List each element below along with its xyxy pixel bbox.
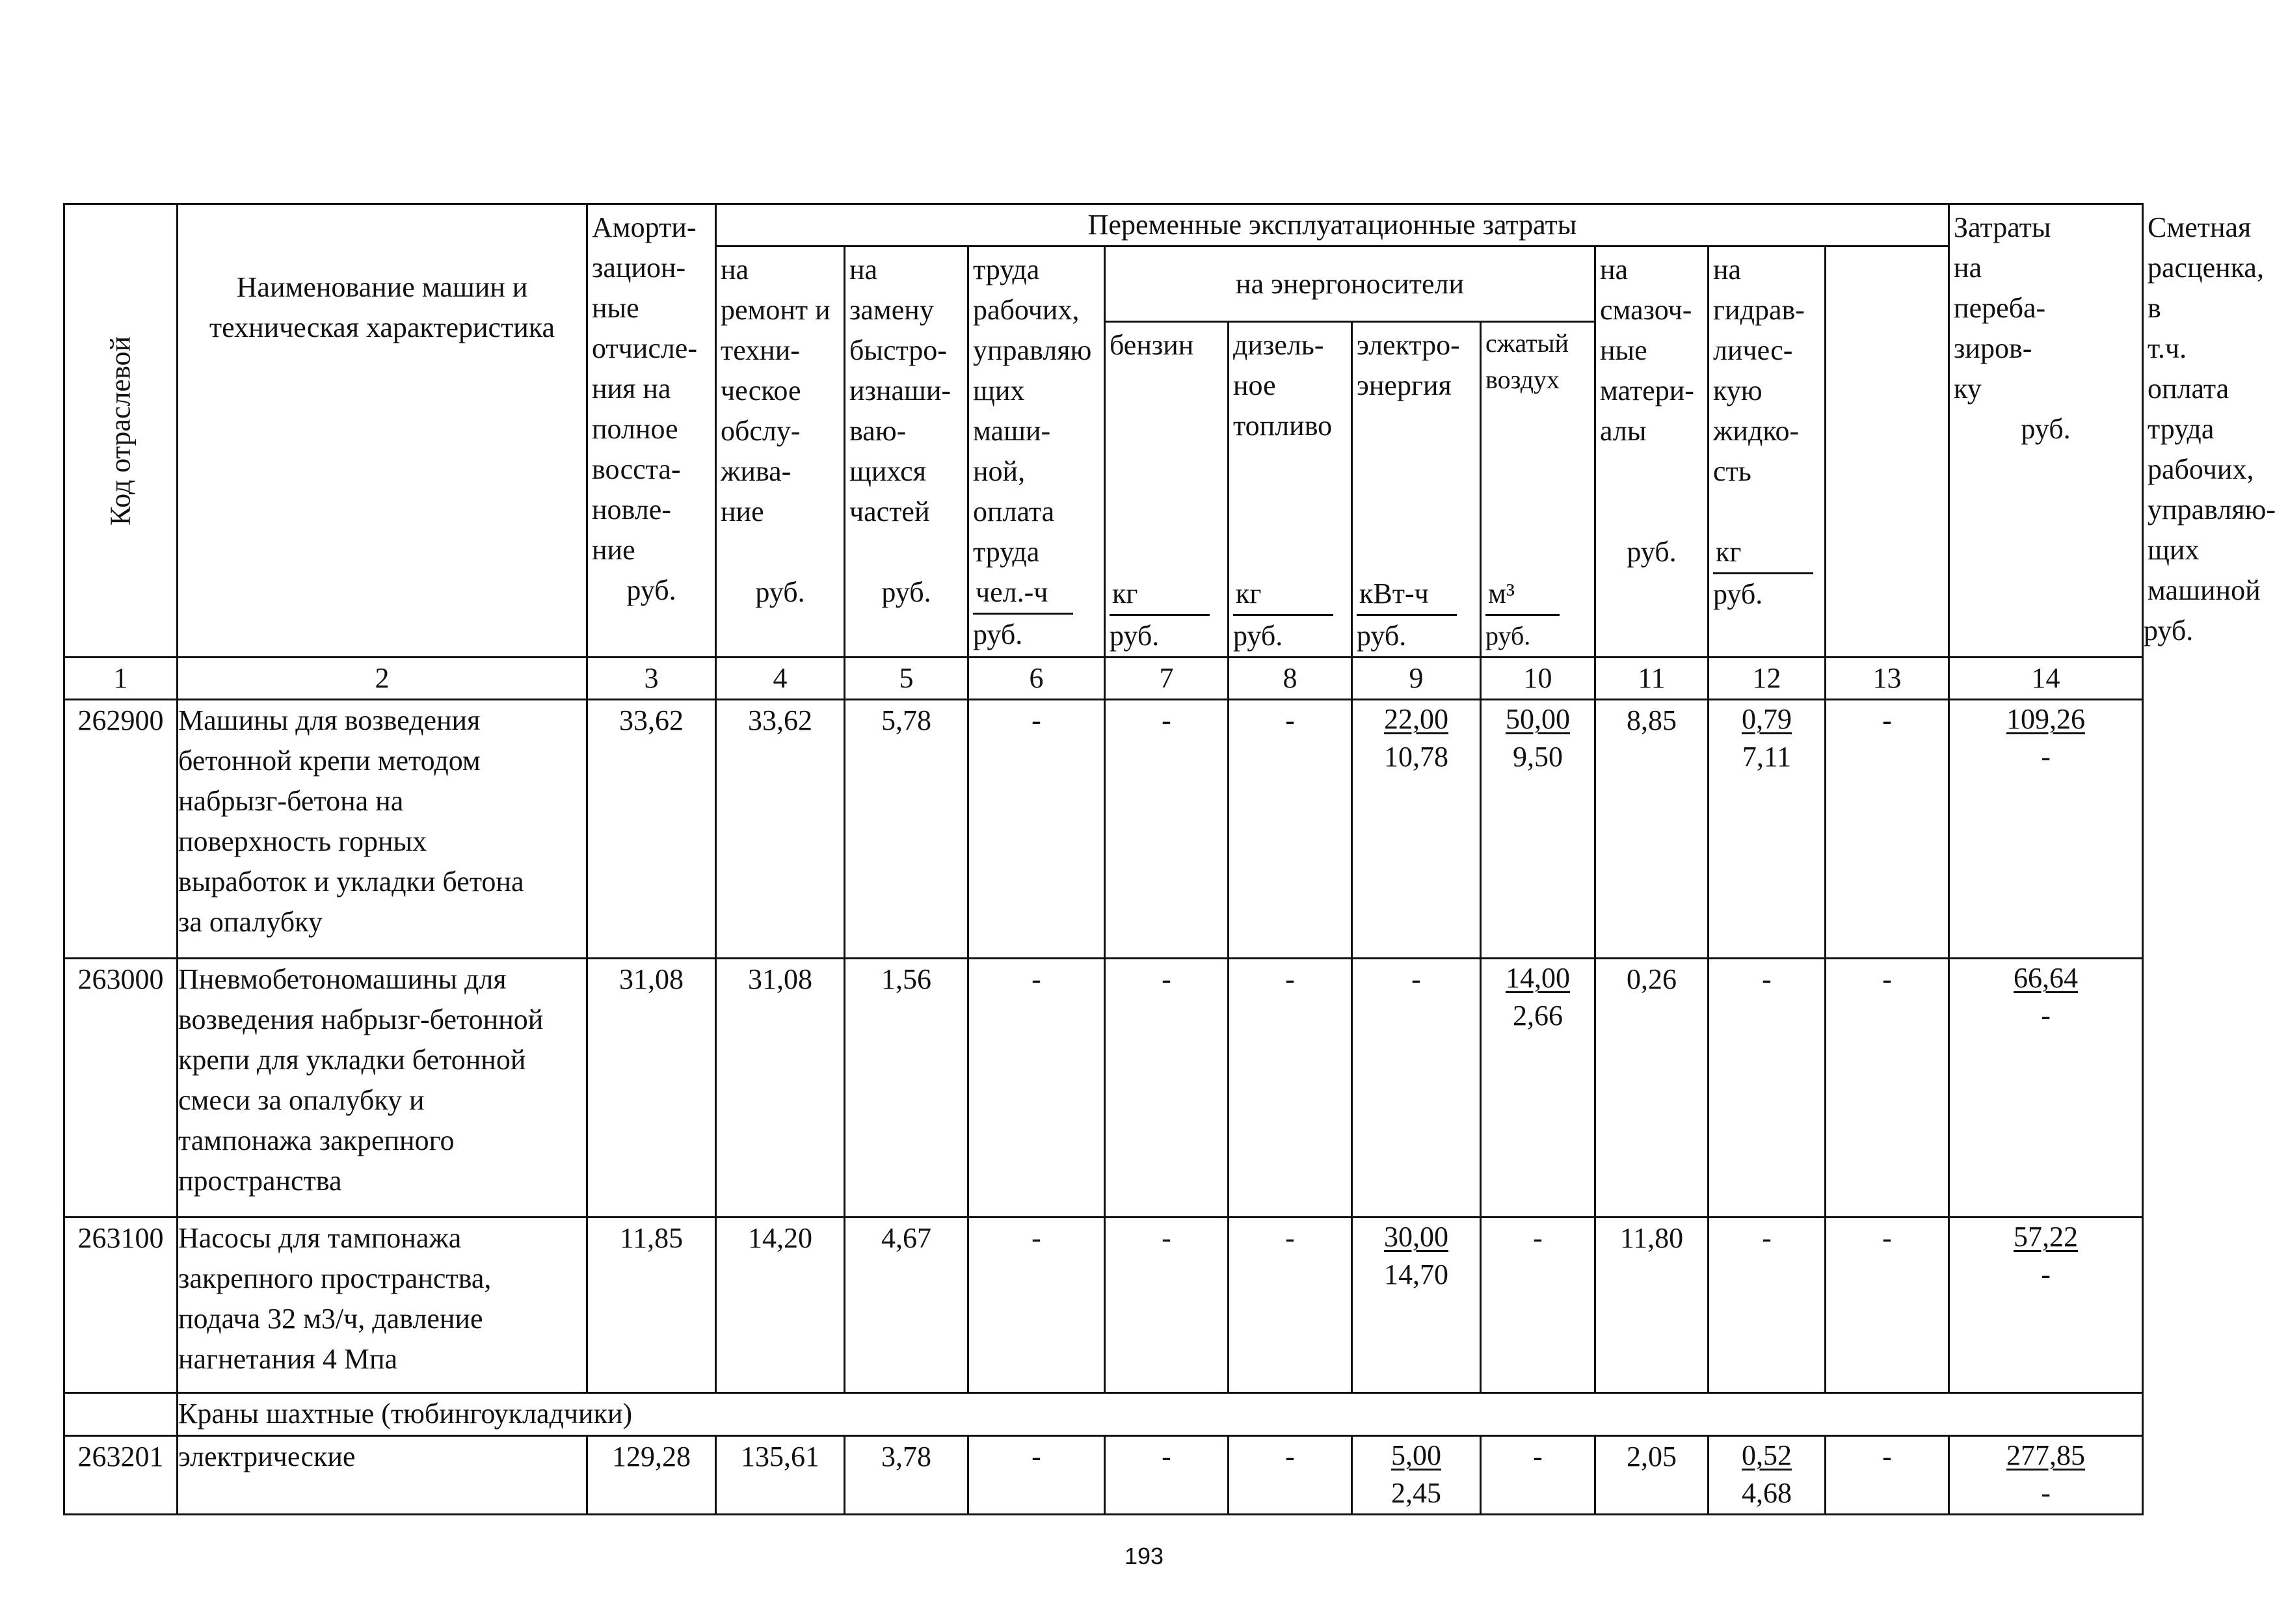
column-number: 8 bbox=[1229, 658, 1352, 700]
column-number: 7 bbox=[1105, 658, 1229, 700]
header-hydro-label: на гидрав- личес- кую жидко- сть bbox=[1713, 254, 1805, 487]
machine-name: Насосы для тампонажа закрепного пространства, подача 32 м3/ч, давление нагнетания 4 Мпа bbox=[178, 1218, 587, 1393]
parts-value: 4,67 bbox=[845, 1218, 968, 1393]
machine-name: Машины для возведения бетонной крепи методом набрызг-бетона на поверхность горных выработок и укладки бетона за опалубку bbox=[178, 700, 587, 959]
repair-value: 31,08 bbox=[716, 959, 845, 1218]
lube-value: 0,26 bbox=[1595, 959, 1709, 1218]
column-number: 10 bbox=[1481, 658, 1595, 700]
hydro-qty: 0,52 bbox=[1742, 1439, 1792, 1471]
header-electric-label: электро- энергия bbox=[1357, 329, 1460, 401]
estimate-value bbox=[1949, 1436, 2143, 1515]
header-hydro-unit-bot: руб. bbox=[1713, 578, 1763, 610]
electric-value: - bbox=[1352, 959, 1481, 1218]
header-parts bbox=[845, 246, 968, 658]
group-title: Краны шахтные (тюбингоукладчики) bbox=[178, 1393, 2143, 1436]
header-petrol bbox=[1105, 322, 1229, 658]
estimate-total: 66,64 bbox=[2014, 962, 2079, 994]
column-number: 13 bbox=[1826, 658, 1949, 700]
estimate-labor: - bbox=[2041, 1477, 2051, 1509]
labor-value: - bbox=[968, 1218, 1105, 1393]
estimate-total: 57,22 bbox=[2014, 1221, 2079, 1253]
header-diesel-label: дизель- ное топливо bbox=[1233, 329, 1333, 442]
column-number: 3 bbox=[587, 658, 716, 700]
hydro-qty: 0,79 bbox=[1742, 703, 1792, 735]
header-repair bbox=[716, 246, 845, 658]
header-diesel-unit-bot: руб. bbox=[1233, 620, 1283, 652]
header-transport bbox=[1949, 204, 2143, 658]
amort-value: 31,08 bbox=[587, 959, 716, 1218]
electric-qty: 30,00 bbox=[1384, 1221, 1448, 1253]
column-number: 9 bbox=[1352, 658, 1481, 700]
petrol-value: - bbox=[1105, 1436, 1229, 1515]
machine-code: 263100 bbox=[64, 1218, 178, 1393]
diesel-value: - bbox=[1229, 700, 1352, 959]
air-value bbox=[1481, 700, 1595, 959]
diesel-value: - bbox=[1229, 959, 1352, 1218]
parts-value: 1,56 bbox=[845, 959, 968, 1218]
header-petrol-unit-top: кг bbox=[1110, 574, 1210, 616]
air-value: - bbox=[1481, 1436, 1595, 1515]
column-number: 5 bbox=[845, 658, 968, 700]
machine-name: Пневмобетономашины для возведения набрызг-бетонной крепи для укладки бетонной смеси за опалубку и тампонажа закрепного пространства bbox=[178, 959, 587, 1218]
air-value bbox=[1481, 959, 1595, 1218]
header-diesel-unit-top: кг bbox=[1233, 574, 1333, 616]
estimate-labor: - bbox=[2041, 741, 2051, 773]
transport-value: - bbox=[1826, 959, 1949, 1218]
group-code-empty bbox=[64, 1393, 178, 1436]
hydro-value bbox=[1709, 1436, 1826, 1515]
electric-cost: 10,78 bbox=[1384, 741, 1448, 773]
header-repair-unit: руб. bbox=[755, 576, 805, 608]
air-cost: 2,66 bbox=[1513, 1000, 1563, 1032]
lube-value: 8,85 bbox=[1595, 700, 1709, 959]
repair-value: 135,61 bbox=[716, 1436, 845, 1515]
column-number: 11 bbox=[1595, 658, 1709, 700]
header-transport-unit: руб. bbox=[2021, 413, 2071, 445]
header-lube-label: на смазоч- ные матери- алы bbox=[1600, 254, 1694, 447]
hydro-cost: 4,68 bbox=[1742, 1477, 1792, 1509]
machine-name: электрические bbox=[178, 1436, 587, 1515]
transport-value: - bbox=[1826, 1218, 1949, 1393]
amort-value: 129,28 bbox=[587, 1436, 716, 1515]
electric-value bbox=[1352, 1218, 1481, 1393]
column-number-row bbox=[64, 658, 2143, 700]
diesel-value: - bbox=[1229, 1218, 1352, 1393]
header-labor-unit-bot: руб. bbox=[973, 619, 1023, 650]
estimate-total: 277,85 bbox=[2006, 1439, 2086, 1471]
header-amort-unit: руб. bbox=[626, 574, 676, 606]
air-qty: 50,00 bbox=[1506, 703, 1570, 735]
header-air bbox=[1481, 322, 1595, 658]
labor-value: - bbox=[968, 959, 1105, 1218]
header-electric-unit-bot: руб. bbox=[1357, 620, 1407, 652]
header-lube-unit: руб. bbox=[1627, 536, 1677, 568]
labor-value: - bbox=[968, 700, 1105, 959]
electric-qty: 5,00 bbox=[1391, 1439, 1441, 1471]
estimate-labor: - bbox=[2041, 1000, 2051, 1032]
lube-value: 2,05 bbox=[1595, 1436, 1709, 1515]
machine-code: 263000 bbox=[64, 959, 178, 1218]
repair-value: 14,20 bbox=[716, 1218, 845, 1393]
header-parts-unit: руб. bbox=[881, 576, 931, 608]
electric-cost: 2,45 bbox=[1391, 1477, 1441, 1509]
transport-value: - bbox=[1826, 1436, 1949, 1515]
air-value: - bbox=[1481, 1218, 1595, 1393]
header-repair-label: на ремонт и техни- ческое обслу- жива- ние bbox=[721, 254, 831, 527]
table-row bbox=[64, 959, 2143, 1218]
header-parts-label: на замену быстро- изнаши- ваю- щихся частей bbox=[849, 254, 951, 527]
header-air-unit-top: м³ bbox=[1485, 574, 1560, 616]
hydro-value: - bbox=[1709, 1218, 1826, 1393]
electric-cost: 14,70 bbox=[1384, 1258, 1448, 1290]
header-variable bbox=[716, 204, 1949, 246]
column-number: 4 bbox=[716, 658, 845, 700]
header-lube bbox=[1595, 246, 1709, 658]
electric-value bbox=[1352, 700, 1481, 959]
parts-value: 5,78 bbox=[845, 700, 968, 959]
header-hydro bbox=[1709, 246, 1826, 658]
air-qty: 14,00 bbox=[1506, 962, 1570, 994]
hydro-value bbox=[1709, 700, 1826, 959]
transport-value: - bbox=[1826, 700, 1949, 959]
estimate-value bbox=[1949, 959, 2143, 1218]
air-cost: 9,50 bbox=[1513, 741, 1563, 773]
header-code bbox=[64, 204, 178, 658]
rates-table-sheet bbox=[63, 203, 2276, 1515]
header-estimate-label: Сметная расценка, в т.ч. оплата труда рабочих, управляю- щих машиной bbox=[2148, 211, 2276, 606]
amort-value: 33,62 bbox=[587, 700, 716, 959]
estimate-total: 109,26 bbox=[2006, 703, 2086, 735]
header-code-label: Код отраслевой bbox=[104, 336, 137, 526]
diesel-value: - bbox=[1229, 1436, 1352, 1515]
parts-value: 3,78 bbox=[845, 1436, 968, 1515]
petrol-value: - bbox=[1105, 700, 1229, 959]
repair-value: 33,62 bbox=[716, 700, 845, 959]
labor-value: - bbox=[968, 1436, 1105, 1515]
machine-code: 263201 bbox=[64, 1436, 178, 1515]
column-number: 6 bbox=[968, 658, 1105, 700]
amort-value: 11,85 bbox=[587, 1218, 716, 1393]
hydro-cost: 7,11 bbox=[1742, 741, 1792, 773]
estimate-value bbox=[1949, 700, 2143, 959]
header-diesel bbox=[1229, 322, 1352, 658]
header-electric-unit-top: кВт-ч bbox=[1357, 574, 1457, 616]
header-energy bbox=[1105, 246, 1595, 322]
machine-code: 262900 bbox=[64, 700, 178, 959]
page-number: 193 bbox=[1124, 1543, 1164, 1569]
header-transport-label: Затраты на переба- зиров- ку bbox=[1954, 211, 2051, 405]
column-number: 12 bbox=[1709, 658, 1826, 700]
header-labor-label: труда рабочих, управляю щих маши- ной, оплата труда bbox=[973, 254, 1092, 568]
header-petrol-label: бензин bbox=[1110, 329, 1194, 361]
column-number: 2 bbox=[178, 658, 587, 700]
table-row bbox=[64, 1218, 2143, 1393]
header-variable-label: Переменные эксплуатационные затраты bbox=[1087, 209, 1577, 241]
lube-value: 11,80 bbox=[1595, 1218, 1709, 1393]
header-name bbox=[178, 204, 587, 658]
group-row bbox=[64, 1393, 2143, 1436]
header-air-label: сжатый воздух bbox=[1485, 328, 1569, 394]
electric-value bbox=[1352, 1436, 1481, 1515]
table-row bbox=[64, 1436, 2143, 1515]
estimate-labor: - bbox=[2041, 1258, 2051, 1290]
estimate-value bbox=[1949, 1218, 2143, 1393]
column-number: 14 bbox=[1949, 658, 2143, 700]
header-amort bbox=[587, 204, 716, 658]
header-name-label: Наименование машин и техническая характеристика bbox=[209, 271, 555, 343]
petrol-value: - bbox=[1105, 959, 1229, 1218]
header-labor bbox=[968, 246, 1105, 658]
hydro-value: - bbox=[1709, 959, 1826, 1218]
electric-qty: 22,00 bbox=[1384, 703, 1448, 735]
header-energy-label: на энергоносители bbox=[1236, 267, 1464, 300]
header-air-unit-bot: руб. bbox=[1485, 621, 1531, 650]
column-number: 1 bbox=[64, 658, 178, 700]
machine-rates-table: Код отраслевой Наименование машин и техническая характеристика Аморти- зацион- ные отчисле- ния на полное восста- новле- ние руб. Переменные эксплуатационные затраты Затраты на переба- зиров- ку руб. Сметная расценка, в т.ч. оплата труда рабочих, управляю- щих машиной руб. на ремонт и техни- ческое обслу- жива- ние руб. на замену быстро- изнаши- ваю- щихся частей руб. труда рабочих, управляю щих маши- ной, оплата труда чел.-ч руб. на энергоносители на смазоч- ные матери- алы руб. на гидрав- личес- кую жидко- сть кг руб. бензин кг руб. дизель- ное топливо кг руб. электро- энергия кВт-ч руб. сжатый воздух м³ руб. 1 2 3 4 5 6 7 8 9 10 11 12 13 14 262900 Машины для возведения бетонной крепи методом набрызг-бетона на поверхность горных выработок и укладки бетона за опалубку 33,62 33,62 5,78 - - - $\frac{22,00}{10,78}$ $\frac{50,00}{9,50}$ 8,85 $\frac{0,79}{7,11}$ - $\frac{109,26}{-}$ 263000 Пневмобетономашины для возведения набрызг-бетонной крепи для укладки бетонной смеси за опалубку и тампонажа закрепного пространства 31,08 31,08 1,56 - - - - $\frac{14,00}{2,66}$ 0,26 - - $\frac{66,64}{-}$ 263100 Насосы для тампонажа закрепного пространства, подача 32 м3/ч, давление нагнетания 4 Мпа 11,85 14,20 4,67 - - - $\frac{30,00}{14,70}$ - 11,80 - - $\frac{57,22}{-}$ Краны шахтные (тюбингоукладчики) 263201 электрические 129,28 135,61 3,78 - - - $\frac{5,00}{2,45}$ - 2,05 $\frac{0,52}{4,68}$ - $\frac{277,85}{-}$ bbox=[63, 203, 2144, 1515]
header-amort-label: Аморти- зацион- ные отчисле- ния на полное восста- новле- ние bbox=[592, 211, 697, 566]
header-labor-unit-top: чел.-ч bbox=[973, 572, 1073, 615]
header-hydro-unit-top: кг bbox=[1713, 532, 1813, 574]
table-row bbox=[64, 700, 2143, 959]
petrol-value: - bbox=[1105, 1218, 1229, 1393]
header-petrol-unit-bot: руб. bbox=[1110, 620, 1160, 652]
header-electric bbox=[1352, 322, 1481, 658]
